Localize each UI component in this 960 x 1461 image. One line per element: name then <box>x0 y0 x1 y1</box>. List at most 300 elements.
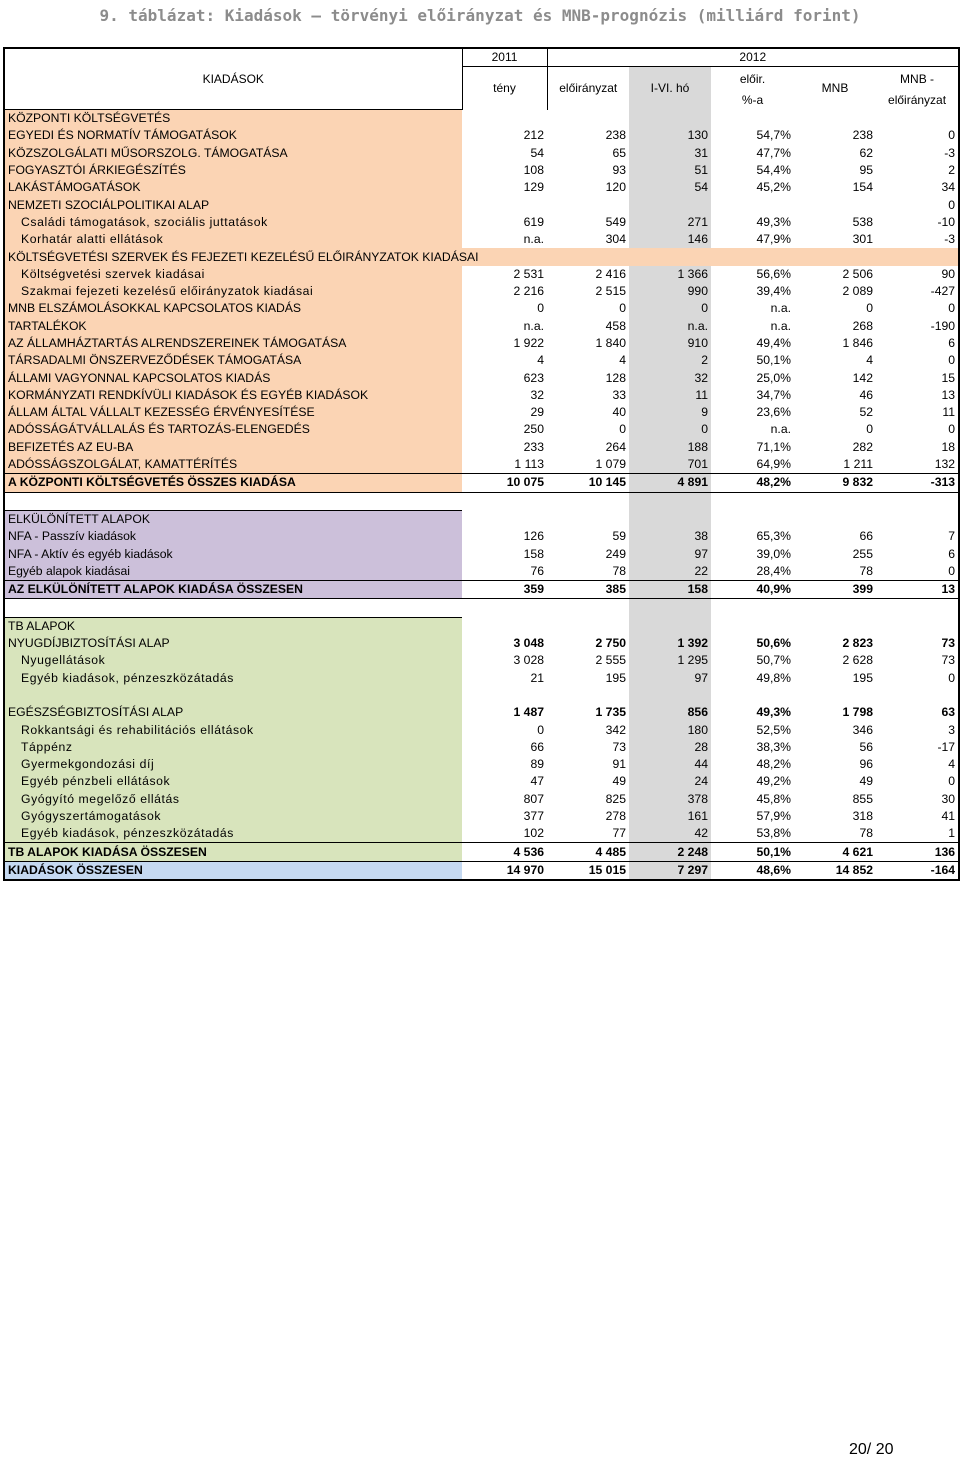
cell-col-2: 120 <box>605 180 626 195</box>
cell-col-6 <box>876 110 959 128</box>
table-row <box>4 670 959 687</box>
table-row <box>4 739 959 756</box>
header-eloiranyzat: előirányzat <box>547 67 629 110</box>
row-label: KÖZSZOLGÁLATI MŰSORSZOLG. TÁMOGATÁSA <box>4 145 462 162</box>
row-label <box>4 599 462 617</box>
header-row-1 <box>4 48 959 67</box>
cell-col-5: 96 <box>859 757 873 772</box>
cell-col-3: 38 <box>629 528 711 545</box>
cell-col-5: 4 <box>866 353 873 368</box>
cell-col-6: 63 <box>876 704 959 721</box>
cell-col-5: 1 211 <box>843 457 873 472</box>
cell-col-6 <box>876 687 959 704</box>
cell-col-6: -427 <box>876 283 959 300</box>
header-teny: tény <box>462 67 547 110</box>
cell-col-5 <box>794 510 876 528</box>
row-label: EGYEDI ÉS NORMATÍV TÁMOGATÁSOK <box>4 127 462 144</box>
cell-col-6 <box>876 510 959 528</box>
table-row <box>4 439 959 456</box>
cell-col-5: 238 <box>852 128 873 143</box>
cell-col-4: 47,7% <box>756 145 791 160</box>
cell-col-4: 38,3% <box>756 739 791 754</box>
table-row <box>4 563 959 581</box>
cell-col-1: 158 <box>523 546 544 561</box>
cell-col-6: 15 <box>876 369 959 386</box>
header-kiadasok: KIADÁSOK <box>4 48 462 110</box>
cell-col-2: 4 485 <box>547 843 629 861</box>
table-row <box>4 721 959 738</box>
cell-col-1: 102 <box>523 826 544 841</box>
cell-col-1 <box>462 510 547 528</box>
row-label: ELKÜLÖNÍTETT ALAPOK <box>4 510 462 528</box>
cell-col-3 <box>629 492 711 510</box>
table-row <box>4 510 959 528</box>
cell-col-4: n.a. <box>770 422 791 437</box>
cell-col-1: 619 <box>523 214 544 229</box>
cell-col-3 <box>629 599 711 617</box>
table-row <box>4 369 959 386</box>
cell-col-2: 304 <box>605 232 626 247</box>
row-label: Gyógyszertámogatások <box>4 808 462 825</box>
cell-col-1: 126 <box>523 529 544 544</box>
cell-col-3: 97 <box>629 670 711 687</box>
cell-col-5: 255 <box>852 546 873 561</box>
row-label: Egyéb pénzbeli ellátások <box>4 773 462 790</box>
table-row <box>4 300 959 317</box>
header-mnb-elo-2: előirányzat <box>876 92 959 109</box>
cell-col-1: 14 970 <box>462 861 547 880</box>
cell-col-2: 65 <box>612 145 626 160</box>
cell-col-3: 97 <box>629 545 711 562</box>
row-label: Egyéb kiadások, pénzeszközátadás <box>4 825 462 843</box>
cell-col-1: n.a. <box>523 232 544 247</box>
cell-col-4: 48,2% <box>711 474 794 492</box>
cell-col-4 <box>711 599 794 617</box>
cell-col-5: 2 628 <box>842 653 873 668</box>
cell-col-3: 1 295 <box>629 652 711 669</box>
cell-col-4: 64,9% <box>756 457 791 472</box>
row-label: EGÉSZSÉGBIZTOSÍTÁSI ALAP <box>4 704 462 721</box>
cell-col-5: 2 089 <box>842 284 873 299</box>
cell-col-6: 0 <box>876 563 959 581</box>
cell-col-3: 1 392 <box>629 635 711 652</box>
table-row <box>4 335 959 352</box>
cell-col-4: 53,8% <box>756 826 791 841</box>
table-row <box>4 635 959 652</box>
cell-col-2 <box>547 617 629 635</box>
header-mnb-elo-1: MNB - <box>876 67 959 92</box>
cell-col-4: 39,0% <box>756 546 791 561</box>
cell-col-2: 4 <box>619 353 626 368</box>
cell-col-4 <box>711 687 794 704</box>
table-row <box>4 617 959 635</box>
cell-col-1: 10 075 <box>462 474 547 492</box>
table-row <box>4 179 959 196</box>
cell-col-5 <box>794 196 876 213</box>
table-row <box>4 528 959 545</box>
cell-col-2 <box>547 110 629 128</box>
cell-col-4: 52,5% <box>756 722 791 737</box>
cell-col-4 <box>711 196 794 213</box>
cell-col-1: 623 <box>523 370 544 385</box>
cell-col-2: 1 079 <box>595 457 626 472</box>
table-row <box>4 266 959 283</box>
row-label: Táppénz <box>4 739 462 756</box>
cell-col-2: 1 735 <box>595 705 626 720</box>
cell-col-6 <box>876 617 959 635</box>
spacer-row <box>4 687 959 704</box>
row-label: TB ALAPOK KIADÁSA ÖSSZESEN <box>4 843 462 861</box>
cell-col-3: 28 <box>629 739 711 756</box>
table-row <box>4 861 959 880</box>
cell-col-2 <box>547 492 629 510</box>
row-label: Költségvetési szervek kiadásai <box>4 266 462 283</box>
row-label: Családi támogatások, szociális juttatások <box>4 214 462 231</box>
cell-col-4: 48,6% <box>711 861 794 880</box>
cell-col-4: 50,7% <box>756 653 791 668</box>
table-row <box>4 283 959 300</box>
cell-col-5: 4 621 <box>794 843 876 861</box>
cell-col-2: 93 <box>612 163 626 178</box>
cell-col-6: 13 <box>876 581 959 599</box>
cell-col-3: 910 <box>629 335 711 352</box>
cell-col-4: 71,1% <box>756 439 791 454</box>
cell-col-6: 90 <box>876 266 959 283</box>
cell-col-3: 856 <box>629 704 711 721</box>
cell-col-6: -17 <box>876 739 959 756</box>
cell-col-1: n.a. <box>523 318 544 333</box>
row-label: ÁLLAMI VAGYONNAL KAPCSOLATOS KIADÁS <box>4 369 462 386</box>
table-row <box>4 248 959 265</box>
cell-col-2: 342 <box>605 722 626 737</box>
table-row <box>4 196 959 213</box>
cell-col-2: 10 145 <box>547 474 629 492</box>
table-row <box>4 825 959 843</box>
row-label: KÖZPONTI KÖLTSÉGVETÉS <box>4 110 462 128</box>
cell-col-3: 31 <box>629 145 711 162</box>
cell-col-6: 41 <box>876 808 959 825</box>
cell-col-1: 3 028 <box>513 653 544 668</box>
cell-col-3 <box>629 110 711 128</box>
cell-col-1: 2 216 <box>513 284 544 299</box>
cell-col-2: 0 <box>619 301 626 316</box>
cell-col-2: 78 <box>612 563 626 578</box>
cell-col-3: 180 <box>629 721 711 738</box>
cell-col-6: 132 <box>876 456 959 474</box>
table-row <box>4 127 959 144</box>
expenditure-table <box>3 47 960 881</box>
cell-col-3: 2 248 <box>629 843 711 861</box>
cell-col-1: 0 <box>537 722 544 737</box>
row-label: MNB ELSZÁMOLÁSOKKAL KAPCSOLATOS KIADÁS <box>4 300 462 317</box>
cell-col-6: 6 <box>876 545 959 562</box>
cell-col-6: -10 <box>876 214 959 231</box>
cell-col-6: 73 <box>876 635 959 652</box>
cell-col-6: 73 <box>876 652 959 669</box>
cell-col-5: 78 <box>859 826 873 841</box>
cell-col-6: 0 <box>876 196 959 213</box>
table-row <box>4 773 959 790</box>
cell-col-5: 0 <box>866 422 873 437</box>
cell-col-3: 24 <box>629 773 711 790</box>
table-row <box>4 456 959 474</box>
cell-col-4: 48,2% <box>756 757 791 772</box>
row-label: KIADÁSOK ÖSSZESEN <box>4 861 462 880</box>
cell-col-3: 42 <box>629 825 711 843</box>
header-elo-pct-1: előir. <box>711 67 794 92</box>
cell-col-1: 2 531 <box>513 266 544 281</box>
cell-col-6: 0 <box>876 670 959 687</box>
table-row <box>4 756 959 773</box>
cell-col-5: 9 832 <box>794 474 876 492</box>
cell-col-2: 40 <box>612 405 626 420</box>
cell-col-5: 95 <box>859 163 873 178</box>
cell-col-6 <box>876 492 959 510</box>
cell-col-4 <box>711 110 794 128</box>
cell-col-4: 49,8% <box>756 670 791 685</box>
row-label: Nyugellátások <box>4 652 462 669</box>
cell-col-5: 142 <box>852 370 873 385</box>
row-label: NFA - Passzív kiadások <box>4 528 462 545</box>
cell-col-3: 158 <box>629 581 711 599</box>
cell-col-2: 1 840 <box>595 336 626 350</box>
row-label: TÁRSADALMI ÖNSZERVEZŐDÉSEK TÁMOGATÁSA <box>4 352 462 369</box>
cell-col-5: 282 <box>852 439 873 454</box>
row-label <box>4 687 462 704</box>
cell-col-3: 0 <box>629 300 711 317</box>
cell-col-2 <box>547 599 629 617</box>
cell-col-5 <box>794 110 876 128</box>
cell-col-3: 188 <box>629 439 711 456</box>
cell-col-6: -3 <box>876 145 959 162</box>
cell-col-1: 377 <box>523 809 544 824</box>
row-label: Egyéb alapok kiadásai <box>4 563 462 581</box>
cell-col-2: 458 <box>605 318 626 333</box>
cell-col-5: 538 <box>852 214 873 229</box>
cell-col-3 <box>629 510 711 528</box>
cell-col-1: 0 <box>537 301 544 316</box>
cell-col-1 <box>462 110 547 128</box>
cell-col-1 <box>462 687 547 704</box>
cell-col-2: 33 <box>612 387 626 402</box>
cell-col-5: 56 <box>859 739 873 754</box>
cell-col-2: 2 555 <box>595 653 626 668</box>
cell-col-5 <box>794 492 876 510</box>
cell-col-3: 11 <box>629 387 711 404</box>
cell-col-3: 1 366 <box>629 266 711 283</box>
header-year-2012: 2012 <box>547 48 959 67</box>
cell-col-2: 249 <box>605 546 626 561</box>
cell-col-1 <box>462 492 547 510</box>
row-label: NFA - Aktív és egyéb kiadások <box>4 545 462 562</box>
cell-col-4: 45,2% <box>756 180 791 195</box>
cell-col-1: 4 <box>537 353 544 368</box>
row-label: TB ALAPOK <box>4 617 462 635</box>
row-label: Egyéb kiadások, pénzeszközátadás <box>4 670 462 687</box>
cell-col-2: 264 <box>605 439 626 454</box>
cell-col-3 <box>629 196 711 213</box>
cell-col-1: 32 <box>530 387 544 402</box>
row-label: TARTALÉKOK <box>4 318 462 335</box>
cell-col-5: 301 <box>852 232 873 247</box>
cell-col-4: 49,4% <box>756 336 791 350</box>
cell-col-1: 233 <box>523 439 544 454</box>
cell-col-5: 49 <box>859 774 873 789</box>
cell-col-3: 990 <box>629 283 711 300</box>
cell-col-1: 129 <box>523 180 544 195</box>
cell-col-6 <box>876 599 959 617</box>
cell-col-2: 77 <box>612 826 626 841</box>
row-label: ADÓSSÁGSZOLGÁLAT, KAMATTÉRÍTÉS <box>4 456 462 474</box>
table-row <box>4 404 959 421</box>
cell-col-2: 2 515 <box>595 284 626 299</box>
cell-col-4: 50,1% <box>711 843 794 861</box>
cell-col-4: 45,8% <box>756 791 791 806</box>
cell-col-3: 2 <box>629 352 711 369</box>
header-elo-pct-2: %-a <box>711 92 794 109</box>
cell-col-3: 4 891 <box>629 474 711 492</box>
cell-col-6: 11 <box>876 404 959 421</box>
cell-col-5 <box>794 687 876 704</box>
page-number: 20/ 20 <box>849 1441 894 1458</box>
cell-col-1: 807 <box>523 791 544 806</box>
cell-col-2: 2 750 <box>595 636 626 651</box>
table-row <box>4 214 959 231</box>
cell-col-6: 136 <box>876 843 959 861</box>
table-row <box>4 318 959 335</box>
cell-col-5: 46 <box>859 387 873 402</box>
row-label: BEFIZETÉS AZ EU-BA <box>4 439 462 456</box>
cell-col-6: 0 <box>876 421 959 438</box>
cell-col-4 <box>711 492 794 510</box>
cell-col-4: 57,9% <box>756 809 791 824</box>
cell-col-6: 3 <box>876 721 959 738</box>
row-label: Szakmai fejezeti kezelésű előirányzatok kiadásai <box>4 283 462 300</box>
row-label: FOGYASZTÓI ÁRKIEGÉSZÍTÉS <box>4 162 462 179</box>
table-row <box>4 421 959 438</box>
cell-col-5: 1 846 <box>842 336 873 350</box>
cell-col-3: 51 <box>629 162 711 179</box>
cell-col-1: 359 <box>462 581 547 599</box>
row-label <box>4 492 462 510</box>
cell-col-4: 50,1% <box>756 353 791 368</box>
cell-col-5 <box>794 599 876 617</box>
table-row <box>4 387 959 404</box>
cell-col-5 <box>794 617 876 635</box>
cell-col-1: 54 <box>530 145 544 160</box>
cell-col-4: 25,0% <box>756 370 791 385</box>
cell-col-5: 1 798 <box>842 705 873 720</box>
table-row <box>4 352 959 369</box>
table-row <box>4 145 959 162</box>
row-label: KORMÁNYZATI RENDKÍVÜLI KIADÁSOK ÉS EGYÉB KIADÁSOK <box>4 387 462 404</box>
row-label: A KÖZPONTI KÖLTSÉGVETÉS ÖSSZES KIADÁSA <box>4 474 462 492</box>
cell-col-4: 49,3% <box>756 705 791 720</box>
cell-col-3: 146 <box>629 231 711 248</box>
cell-col-6: 0 <box>876 773 959 790</box>
row-label: AZ ÁLLAMHÁZTARTÁS ALRENDSZEREINEK TÁMOGATÁSA <box>4 335 462 352</box>
cell-col-3: 0 <box>629 421 711 438</box>
cell-col-3 <box>629 687 711 704</box>
cell-col-4: 50,6% <box>756 636 791 651</box>
cell-col-6: 13 <box>876 387 959 404</box>
cell-col-6: 18 <box>876 439 959 456</box>
cell-col-6: 34 <box>876 179 959 196</box>
cell-col-1: 76 <box>530 563 544 578</box>
cell-col-1: 1 113 <box>514 457 544 472</box>
cell-col-3: n.a. <box>629 318 711 335</box>
cell-col-5: 78 <box>859 563 873 578</box>
cell-col-2: 15 015 <box>547 861 629 880</box>
table-row <box>4 791 959 808</box>
page-title: 9. táblázat: Kiadások — törvényi előirányzat és MNB-prognózis (milliárd forint) <box>99 6 861 25</box>
cell-col-6: 30 <box>876 791 959 808</box>
cell-col-5: 855 <box>852 791 873 806</box>
cell-col-2: 0 <box>619 422 626 437</box>
header-year-2011: 2011 <box>462 48 547 67</box>
cell-col-1: 1 922 <box>513 336 544 350</box>
cell-col-3 <box>629 617 711 635</box>
cell-col-5: 346 <box>852 722 873 737</box>
cell-col-2: 73 <box>612 739 626 754</box>
table-row <box>4 652 959 669</box>
cell-col-6: 7 <box>876 528 959 545</box>
row-label: Gyógyító megelőző ellátás <box>4 791 462 808</box>
row-label: Rokkantsági és rehabilitációs ellátások <box>4 721 462 738</box>
cell-col-3: 161 <box>629 808 711 825</box>
cell-col-5: 268 <box>852 318 873 333</box>
cell-col-3: 130 <box>629 127 711 144</box>
cell-col-2: 238 <box>605 128 626 143</box>
row-label: Gyermekgondozási díj <box>4 756 462 773</box>
row-label: Korhatár alatti ellátások <box>4 231 462 248</box>
cell-col-6: -190 <box>876 318 959 335</box>
cell-col-1: 212 <box>523 128 544 143</box>
cell-col-3: 271 <box>629 214 711 231</box>
cell-col-4: 56,6% <box>756 266 791 281</box>
cell-col-6: 1 <box>876 825 959 843</box>
cell-col-4: 49,3% <box>756 214 791 229</box>
cell-col-1 <box>462 599 547 617</box>
cell-col-3: 54 <box>629 179 711 196</box>
row-label: NEMZETI SZOCIÁLPOLITIKAI ALAP <box>4 196 462 213</box>
table-row <box>4 581 959 599</box>
cell-col-1: 250 <box>523 422 544 437</box>
cell-col-6: 4 <box>876 756 959 773</box>
cell-col-5: 66 <box>859 529 873 544</box>
row-label: ÁLLAM ÁLTAL VÁLLALT KEZESSÉG ÉRVÉNYESÍTÉSE <box>4 404 462 421</box>
cell-col-1: 3 048 <box>513 636 544 651</box>
cell-col-5: 2 823 <box>842 636 873 651</box>
cell-col-5: 195 <box>852 670 873 685</box>
row-label: AZ ELKÜLÖNÍTETT ALAPOK KIADÁSA ÖSSZESEN <box>4 581 462 599</box>
header-i-vi-ho: I-VI. hó <box>629 67 711 110</box>
cell-col-4: 23,6% <box>756 405 791 420</box>
cell-col-6: 0 <box>876 352 959 369</box>
cell-col-2: 91 <box>612 757 626 772</box>
cell-col-3: 9 <box>629 404 711 421</box>
cell-col-5: 318 <box>852 809 873 824</box>
cell-col-2: 49 <box>612 774 626 789</box>
spacer-row <box>4 599 959 617</box>
cell-col-5: 0 <box>866 301 873 316</box>
table-row <box>4 110 959 128</box>
cell-col-2 <box>547 510 629 528</box>
cell-col-1: 1 487 <box>513 705 544 720</box>
cell-col-4: 39,4% <box>756 284 791 299</box>
cell-col-6: -3 <box>876 231 959 248</box>
cell-col-2 <box>547 196 629 213</box>
